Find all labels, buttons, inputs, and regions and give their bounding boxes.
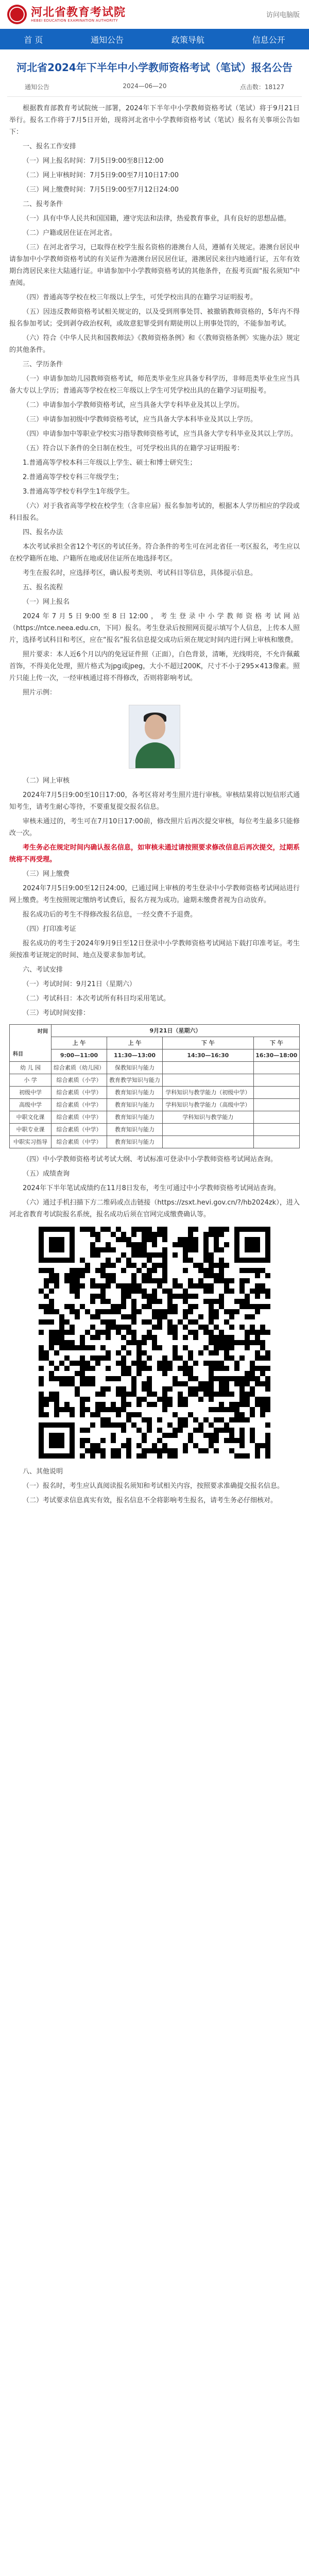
section-heading: 二、报考条件 xyxy=(23,200,63,208)
article-title: 河北省2024年下半年中小学教师资格考试（笔试）报名公告 xyxy=(16,61,293,74)
nav-item-notices[interactable]: 通知公告 xyxy=(91,35,124,45)
paragraph: 照片要求：本人近6个月以内的免冠证件照（正面），白色背景，清晰，光线明亮，不允许佩戴首饰，不得美化处理，照片格式为jpg或jpeg，大小不超过200K，尺寸不小于295×413像素。照片只能上传一次，一经审核通过将不得修改，否则将影响考试。 xyxy=(9,651,300,682)
slot-label: 上 午 xyxy=(107,1037,163,1049)
table-cell: 保教知识与能力 xyxy=(107,1062,163,1074)
row-level: 中职实习指导 xyxy=(10,1136,52,1148)
table-cell: 教育知识与能力 xyxy=(107,1087,163,1099)
table-cell: 综合素质（中学） xyxy=(52,1136,107,1148)
corner-time-label: 时间 xyxy=(38,1029,48,1035)
table-cell xyxy=(253,1099,299,1111)
emphasis-paragraph: 考生务必在规定时间内确认报名信息，如审核未通过请按照要求修改信息后再次提交，过期系统将不再受理。 xyxy=(9,844,300,863)
paragraph: 2024年下半年笔试成绩约在11月8日发布，考生可通过中小学教师资格考试网站查询。 xyxy=(23,1184,280,1192)
schedule-date-header: 9月21日（星期六） xyxy=(52,1025,300,1037)
section-heading: 六、考试安排 xyxy=(23,966,63,974)
paragraph: （四）申请参加中等职业学校实习指导教师资格考试，应当具备大学专科毕业及其以上学历。 xyxy=(23,430,298,438)
table-row xyxy=(10,1099,300,1111)
paragraph: （四）打印准考证 xyxy=(23,925,77,933)
table-cell xyxy=(253,1074,299,1087)
paragraph: （一）具有中华人民共和国国籍，遵守宪法和法律，热爱教育事业，具有良好的思想品德。 xyxy=(23,215,291,223)
paragraph: （五）成绩查询 xyxy=(23,1170,70,1178)
paragraph: （一）申请参加幼儿园教师资格考试，师范类毕业生应具备专科学历，非师范类毕业生应当具备大专以上学历；普通高等学校在校三年级以上学生可凭学校出具的在籍学习证明报考。 xyxy=(9,375,300,395)
paragraph: （一）报名时，考生应认真阅读报名须知和考试相关内容，按照要求准确提交报名信息。 xyxy=(23,1482,284,1490)
slot-time: 16:30—18:00 xyxy=(253,1049,299,1062)
paragraph: （二）考试要求信息真实有效，报名信息不全将影响考生报名，请考生务必仔细核对。 xyxy=(23,1497,278,1504)
paragraph: （二）申请参加小学教师资格考试，应当具备大学专科毕业及其以上学历。 xyxy=(23,401,244,409)
table-cell: 教育知识与能力 xyxy=(107,1099,163,1111)
slot-label: 下 午 xyxy=(163,1037,254,1049)
paragraph: 2024年7月5日9:00至8日12:00，考生登录中小学教师资格考试网站（https://ntce.neea.edu.cn，下同）报名。考生登录后按照网页提示填写个人信息，上传本人照片，选择考试科目和考区，应在“报名”报名信息提交成功后须在规定时间内进行网上审核和缴费。 xyxy=(9,613,300,644)
sample-id-photo xyxy=(129,705,180,769)
slot-label: 下 午 xyxy=(253,1037,299,1049)
row-level: 小 学 xyxy=(10,1074,52,1087)
logo-title: 河北省教育考试院 xyxy=(31,6,126,19)
section-heading: 三、学历条件 xyxy=(23,361,63,368)
paragraph: 2.普通高等学校专科三年级学生； xyxy=(23,473,123,481)
corner-subject-label: 科目 xyxy=(13,1052,23,1057)
paragraph: 3.普通高等学校专科学生1年级学生。 xyxy=(23,488,134,496)
table-cell: 学科知识与教学能力（高级中学） xyxy=(163,1099,254,1111)
registration-qr-code[interactable] xyxy=(39,1227,270,1459)
nav-item-disclosure[interactable]: 信息公开 xyxy=(252,35,285,45)
row-level: 高级中学 xyxy=(10,1099,52,1111)
paragraph: （五）符合以下条件的全日制在校生，可凭学校出具的在籍学习证明报考： xyxy=(23,445,244,452)
paragraph: （三）网上缴费 xyxy=(23,870,70,878)
table-cell: 教育知识与能力 xyxy=(107,1111,163,1124)
paragraph: 报名成功后的考生不得修改报名信息，一经交费不予退费。 xyxy=(23,911,197,919)
paragraph: （六）符合《中华人民共和国教师法》《教师资格条例》和《〈教师资格条例〉实施办法》规定的其他条件。 xyxy=(9,334,300,354)
table-cell xyxy=(253,1136,299,1148)
table-cell xyxy=(253,1111,299,1124)
table-cell: 综合素质（中学） xyxy=(52,1111,107,1124)
table-corner xyxy=(10,1025,52,1062)
table-row xyxy=(10,1136,300,1148)
logo-subtitle: HEBEI EDUCATION EXAMINATION AUTHORITY xyxy=(31,19,118,23)
table-cell xyxy=(253,1062,299,1074)
table-cell: 学科知识与教学能力 xyxy=(163,1111,254,1124)
table-cell: 教育知识与能力 xyxy=(107,1136,163,1148)
table-cell: 综合素质（中学） xyxy=(52,1124,107,1136)
paragraph: （三）网上缴费时间：7月5日9:00至7月12日24:00 xyxy=(23,186,179,194)
paragraph: （二）考试科目：本次考试所有科目均采用笔试。 xyxy=(23,995,170,1003)
table-cell xyxy=(163,1124,254,1136)
row-level: 幼 儿 园 xyxy=(10,1062,52,1074)
table-cell: 综合素质（幼儿园） xyxy=(52,1062,107,1074)
paragraph: （三）在河北省学习，已取得在校学生报名资格的港澳台人员，遵循有关规定。港澳台居民申请参加中小学教师资格考试的有关证件为港澳台居民居住证，港澳居民来往内地通行证，五年有效期台湾居民来往大陆通行证。申请参加中小学教师资格考试的其他条件，在报考页面“报名须知”中查阅。 xyxy=(9,244,300,287)
paragraph: 照片示例： xyxy=(23,689,57,697)
desktop-version-link[interactable]: 访问电脑版 xyxy=(266,11,300,19)
row-level: 初级中学 xyxy=(10,1087,52,1099)
section-heading: 八、其他说明 xyxy=(23,1468,63,1476)
paragraph: （二）网上审核时间：7月5日9:00至7月10日17:00 xyxy=(23,172,179,179)
table-cell: 学科知识与教学能力（初级中学） xyxy=(163,1087,254,1099)
table-cell: 综合素质（中学） xyxy=(52,1087,107,1099)
article-date: 2024—06—20 xyxy=(123,82,167,90)
table-cell xyxy=(163,1136,254,1148)
table-row xyxy=(10,1124,300,1136)
slot-time: 11:30—13:00 xyxy=(107,1049,163,1062)
paragraph: （三）申请参加初级中学教师资格考试，应当具备大学本科毕业及其以上学历。 xyxy=(23,416,258,423)
table-cell: 教育知识与能力 xyxy=(107,1124,163,1136)
table-row xyxy=(10,1087,300,1099)
nav-item-home[interactable]: 首 页 xyxy=(24,35,43,45)
nav-item-policy[interactable]: 政策导航 xyxy=(171,35,204,45)
site-header xyxy=(0,0,309,29)
section-heading: 一、报名工作安排 xyxy=(23,143,77,150)
paragraph: （四）中小学教师资格考试考试大纲、考试标准可登录中小学教师资格考试网站查询。 xyxy=(23,1156,278,1163)
paragraph: （一）网上报名 xyxy=(23,598,70,606)
table-row xyxy=(10,1074,300,1087)
main-nav xyxy=(0,29,309,49)
article-meta xyxy=(7,78,302,97)
paragraph: 审核未通过的，考生可在7月10日17:00前，修改照片后再次提交审核，每位考生最多只能修改一次。 xyxy=(9,818,300,837)
table-cell xyxy=(253,1124,299,1136)
paragraph: （三）考试时间安排： xyxy=(23,1009,90,1017)
paragraph: （二）户籍或居住证在河北省。 xyxy=(23,229,117,237)
site-logo[interactable] xyxy=(7,5,126,24)
article-views: 点击数：18127 xyxy=(239,83,284,91)
paragraph: 2024年7月5日9:00至10日17:00，各考区将对考生照片进行审核。审核结果将以短信形式通知考生，请考生耐心等待，不要重复提交报名信息。 xyxy=(9,791,300,811)
paragraph: （四）普通高等学校在校三年级以上学生，可凭学校出具的在籍学习证明报考。 xyxy=(23,294,258,301)
section-heading: 四、报名办法 xyxy=(23,529,63,536)
row-level: 中职专业课 xyxy=(10,1124,52,1136)
table-row xyxy=(10,1062,300,1074)
paragraph: （一）网上报名时间：7月5日9:00至8日12:00 xyxy=(23,157,164,165)
table-cell xyxy=(163,1062,254,1074)
paragraph: （五）因违反教师资格考试相关规定的，以及受到刑事处罚、被撤销教师资格的，5年内不得报名参加考试；受到剥夺政治权利，或故意犯罪受到有期徒刑以上刑事处罚的，不能参加考试。 xyxy=(9,308,300,328)
table-cell: 综合素质（小学） xyxy=(52,1074,107,1087)
paragraph: （六）通过手机扫描下方二维码或点击链接（https://zsxt.hevi.gov.cn/?/hb2024zk），进入河北省教育考试院报名系统，报名成功后须在官网完成缴费确认等。 xyxy=(9,1199,300,1218)
slot-time: 9:00—11:00 xyxy=(52,1049,107,1062)
slot-label: 上 午 xyxy=(52,1037,107,1049)
slot-time: 14:30—16:30 xyxy=(163,1049,254,1062)
paragraph: 报名成功的考生于2024年9月9日至12日登录中小学教师资格考试网站下载打印准考证。考生须按准考证规定的时间、地点及要求参加考试。 xyxy=(9,940,300,959)
paragraph: （二）网上审核 xyxy=(23,777,70,785)
table-row xyxy=(10,1111,300,1124)
table-cell xyxy=(253,1087,299,1099)
article-category[interactable]: 通知公告 xyxy=(25,83,50,91)
table-cell: 综合素质（中学） xyxy=(52,1099,107,1111)
table-cell xyxy=(163,1074,254,1087)
exam-schedule-table xyxy=(9,1024,300,1148)
paragraph: 根据教育部教育考试院统一部署，2024年下半年中小学教师资格考试（笔试）将于9月21日举行。报名工作将于7月5日开始，现将河北省中小学教师资格考试（笔试）报名有关事项公告如下： xyxy=(9,105,300,136)
row-level: 中职文化课 xyxy=(10,1111,52,1124)
logo-seal-icon xyxy=(7,5,27,24)
table-cell: 教育教学知识与能力 xyxy=(107,1074,163,1087)
paragraph: （一）考试时间：9月21日（星期六） xyxy=(23,980,136,988)
article-body xyxy=(0,97,309,1521)
paragraph: 考生在报名时，应选择考区，确认报考类别、考试科目等信息，具体提示信息。 xyxy=(23,569,258,577)
section-heading: 五、报名流程 xyxy=(23,584,63,591)
paragraph: 1.普通高等学校本科三年级以上学生、硕士和博士研究生； xyxy=(23,459,197,467)
paragraph: （六）对于我省高等学校在校学生（含非应届）报名参加考试的，根据本人学历相应的学段或科目报名。 xyxy=(9,502,300,522)
paragraph: 2024年7月5日9:00至12日24:00，已通过网上审核的考生登录中小学教师资格考试网站进行网上缴费。考生按照规定缴纳考试费后，报名方视为成功。逾期未缴费者视为自动放弃。 xyxy=(9,885,300,904)
paragraph: 本次考试承担全省12个考区的考试任务。符合条件的考生可在河北省任一考区报名，考生应以在校学籍所在地、户籍所在地或居住证所在地选择考区。 xyxy=(9,543,300,563)
